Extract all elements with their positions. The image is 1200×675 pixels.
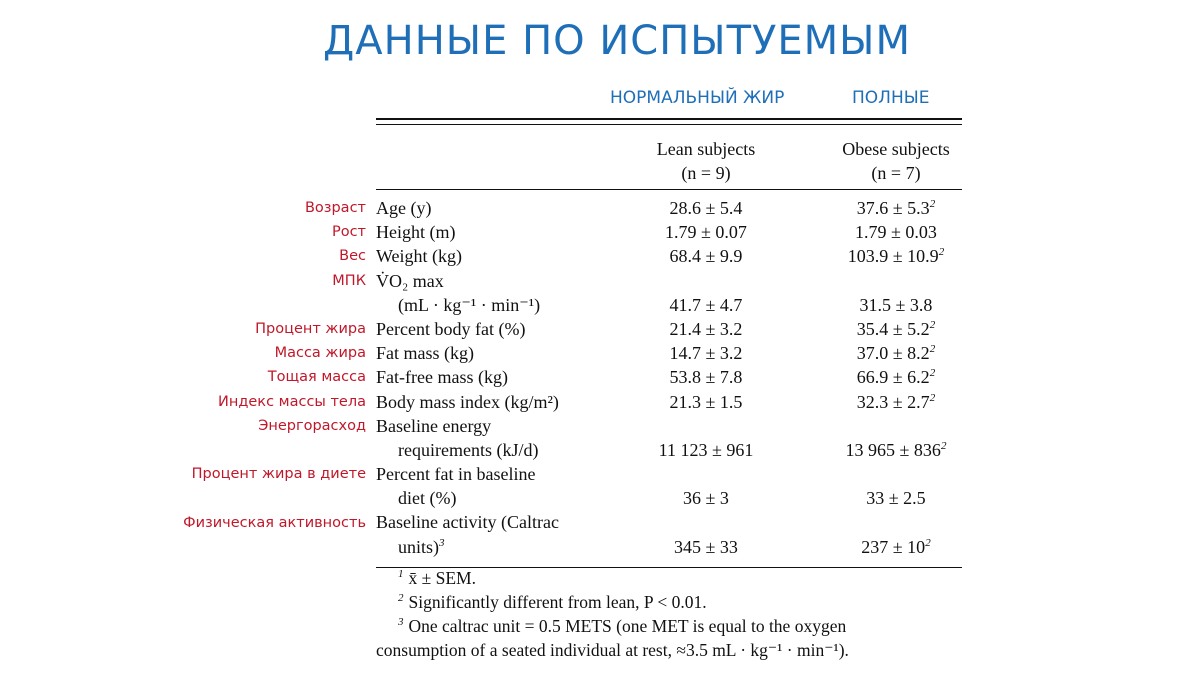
significance-marker: 2	[938, 246, 945, 259]
table-row	[376, 196, 962, 220]
significance-marker: 2	[929, 343, 936, 356]
obese-value-text: 33 ± 2.5	[866, 488, 926, 509]
footnote-number: 3	[398, 616, 404, 629]
obese-value-text: 103.9 ± 10.9	[847, 246, 939, 267]
table-body	[376, 190, 962, 559]
row-label: Age (y)	[376, 198, 432, 218]
lean-value: 36 ± 3	[683, 488, 729, 509]
table-row	[376, 510, 962, 534]
row-label-ru: Тощая масса	[267, 369, 366, 386]
row-label-ru: Физическая активность	[183, 514, 366, 531]
table-row	[376, 462, 962, 486]
row-label: Percent body fat (%)	[376, 318, 526, 339]
row-label-ru: Индекс массы тела	[218, 393, 366, 410]
table-row	[376, 269, 962, 293]
table-footnotes	[376, 566, 966, 662]
obese-value-text: 31.5 ± 3.8	[859, 294, 933, 315]
row-label: Body mass index (kg/m²)	[376, 391, 559, 412]
table-row-continued	[376, 293, 962, 317]
row-label: Baseline energy	[376, 415, 492, 436]
row-label-ru: Возраст	[304, 200, 366, 216]
table-row	[376, 317, 962, 341]
row-label-ru: Процент жира в диете	[191, 466, 366, 483]
obese-value	[816, 535, 976, 559]
row-label: Percent fat in baseline	[376, 464, 536, 485]
obese-value	[816, 220, 976, 244]
slide-title: ДАННЫЕ ПО ИСПЫТУЕМЫМ	[323, 18, 911, 64]
obese-value-text: 32.3 ± 2.7	[856, 391, 930, 412]
table-row	[376, 390, 962, 414]
lean-column-heading-ru: НОРМАЛЬНЫЙ ЖИР	[610, 88, 785, 108]
obese-value-text: 1.79 ± 0.03	[855, 222, 937, 243]
obese-column-heading-ru: ПОЛНЫЕ	[852, 88, 930, 108]
row-label-ru: Процент жира	[255, 321, 366, 337]
row-label: V̇O₂ max	[376, 270, 444, 291]
footnote	[376, 638, 966, 662]
lean-value: 1.79 ± 0.07	[665, 222, 747, 243]
table-row	[376, 341, 962, 365]
significance-marker: 2	[929, 198, 936, 210]
lean-value: 345 ± 33	[674, 536, 738, 557]
obese-header-n: (n = 7)	[871, 163, 921, 183]
obese-value-text: 13 965 ± 836	[845, 439, 941, 460]
row-label-ru: Энергорасход	[258, 417, 366, 434]
table-row	[376, 365, 962, 389]
footnote-text: One caltrac unit = 0.5 METS (one MET is equal to the oxygen	[408, 616, 847, 636]
row-label-ru: Вес	[339, 248, 366, 265]
footnote	[376, 590, 966, 614]
row-label: Weight (kg)	[376, 246, 463, 267]
row-label-continued: diet (%)	[398, 488, 457, 509]
table-row	[376, 244, 962, 268]
table-header	[376, 125, 962, 189]
footnote	[376, 566, 966, 590]
table-row-continued	[376, 438, 962, 462]
obese-value-text: 66.9 ± 6.2	[856, 367, 930, 388]
significance-marker: 2	[929, 391, 936, 404]
significance-marker: 2	[929, 367, 936, 380]
lean-value: 21.4 ± 3.2	[669, 318, 743, 339]
row-label-ru: Масса жира	[274, 345, 366, 362]
obese-value	[816, 438, 976, 462]
significance-marker: 2	[929, 318, 936, 331]
lean-value: 41.7 ± 4.7	[669, 294, 743, 315]
obese-value	[816, 196, 976, 220]
footnote-text: x̄ ± SEM.	[408, 568, 476, 588]
row-label-continued: (mL · kg⁻¹ · min⁻¹)	[398, 294, 541, 315]
lean-value: 14.7 ± 3.2	[669, 343, 743, 364]
footnote-marker: 3	[439, 536, 445, 549]
row-label-ru: Рост	[331, 224, 366, 241]
table-row	[376, 414, 962, 438]
subjects-table	[376, 118, 962, 568]
obese-value	[816, 390, 976, 414]
table-top-rule	[376, 118, 962, 125]
footnote	[376, 614, 966, 638]
obese-value-text: 35.4 ± 5.2	[856, 318, 930, 339]
lean-value: 28.6 ± 5.4	[669, 198, 743, 218]
table-row-continued	[376, 486, 962, 510]
lean-value: 53.8 ± 7.8	[669, 367, 743, 388]
row-label-ru: МПК	[332, 272, 366, 289]
lean-value: 68.4 ± 9.9	[669, 246, 743, 267]
row-label: Fat mass (kg)	[376, 343, 474, 364]
obese-value	[816, 317, 976, 341]
lean-value: 21.3 ± 1.5	[669, 391, 743, 412]
obese-value	[816, 293, 976, 317]
row-label-continued: units)$^3$	[398, 536, 445, 557]
obese-value-text: 37.0 ± 8.2	[856, 343, 930, 364]
obese-value-text: 37.6 ± 5.3	[856, 198, 930, 218]
lean-header-title: Lean subjects	[656, 139, 756, 159]
footnote-number: 1	[398, 568, 404, 581]
lean-header	[631, 137, 781, 185]
lean-header-n: (n = 9)	[681, 163, 731, 183]
row-label: Height (m)	[376, 222, 456, 243]
obese-header	[816, 137, 976, 185]
row-label: Fat-free mass (kg)	[376, 367, 508, 388]
row-label: Baseline activity (Caltrac	[376, 512, 559, 533]
footnote-number: 2	[398, 592, 404, 605]
table-row	[376, 220, 962, 244]
obese-header-title: Obese subjects	[842, 139, 950, 159]
significance-marker: 2	[925, 536, 931, 549]
obese-value-text: 237 ± 10	[861, 536, 926, 557]
row-label-continued: requirements (kJ/d)	[398, 439, 539, 460]
obese-value	[816, 365, 976, 389]
table-row-continued	[376, 535, 962, 559]
significance-marker: 2	[940, 439, 947, 452]
lean-value: 11 123 ± 961	[658, 439, 754, 460]
obese-value	[816, 486, 976, 510]
footnote-text: consumption of a seated individual at rest, ≈3.5 mL · kg⁻¹ · min⁻¹).	[376, 640, 849, 660]
footnote-text: Significantly different from lean, P < 0.01.	[408, 592, 707, 612]
obese-value	[816, 341, 976, 365]
obese-value	[816, 244, 976, 268]
